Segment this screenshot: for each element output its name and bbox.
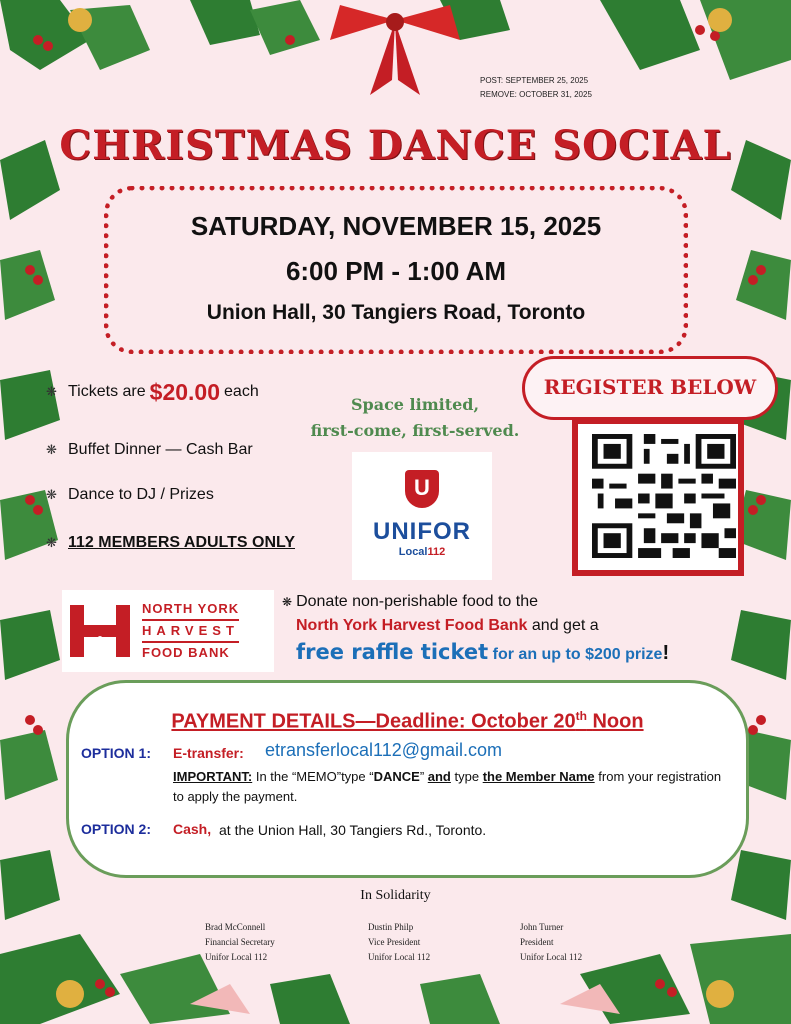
solidarity-text: In Solidarity bbox=[360, 888, 431, 903]
remove-date: REMOVE: OCTOBER 31, 2025 bbox=[480, 90, 592, 99]
signature-block bbox=[205, 920, 275, 965]
space-limited-line2: first-come, first-served. bbox=[310, 421, 520, 440]
flyer-title: CHRISTMAS DANCE SOCIAL bbox=[59, 122, 732, 169]
important-dance: DANCE bbox=[373, 769, 420, 784]
option2-text: at the Union Hall, 30 Tangiers Rd., Toronto. bbox=[219, 822, 487, 838]
donate-line1: Donate non-perishable food to the bbox=[296, 593, 539, 610]
payment-title bbox=[69, 709, 746, 734]
tickets-prefix: Tickets are bbox=[68, 383, 146, 400]
option2-label: OPTION 2: bbox=[81, 821, 152, 837]
snowflake-bullet-icon: ❋ bbox=[46, 384, 57, 399]
event-date: SATURDAY, NOVEMBER 15, 2025 bbox=[190, 211, 602, 241]
snowflake-bullet-icon: ❋ bbox=[46, 535, 57, 550]
unifor-logo bbox=[352, 452, 492, 580]
option2-method: Cash, bbox=[173, 821, 212, 837]
post-date: POST: SEPTEMBER 25, 2025 bbox=[480, 76, 589, 85]
signature-org: Unifor Local 112 bbox=[520, 952, 583, 962]
signature-role: Financial Secretary bbox=[205, 937, 275, 947]
posting-dates bbox=[480, 74, 592, 102]
unifor-local-prefix: Local bbox=[398, 546, 428, 558]
signature-role: President bbox=[520, 937, 554, 947]
payment-title-main: PAYMENT DETAILS—Deadline: October 20 bbox=[171, 710, 576, 733]
important-member: the Member Name bbox=[482, 769, 595, 784]
donate-and-get: and get a bbox=[531, 617, 599, 634]
unifor-shield-icon: U bbox=[405, 470, 439, 508]
signature-org: Unifor Local 112 bbox=[205, 952, 268, 962]
harvest-h-icon bbox=[68, 599, 132, 663]
option1-label: OPTION 1: bbox=[81, 745, 152, 761]
list-item-dance bbox=[46, 483, 346, 507]
payment-title-end: Noon bbox=[592, 710, 644, 733]
snowflake-bullet-icon: ❋ bbox=[282, 595, 293, 609]
important-and: and bbox=[427, 769, 451, 784]
space-limited-line1: Space limited, bbox=[350, 395, 480, 414]
important-note bbox=[173, 767, 733, 807]
list-item-members bbox=[46, 531, 346, 555]
important-c: type bbox=[450, 769, 483, 784]
signature-role: Vice President bbox=[368, 937, 421, 947]
event-venue: Union Hall, 30 Tangiers Road, Toronto bbox=[206, 301, 586, 324]
nyh-line3: FOOD BANK bbox=[142, 645, 230, 660]
raffle-ticket-text: free raffle ticket bbox=[296, 640, 489, 664]
event-details-box bbox=[104, 186, 688, 354]
donation-note bbox=[282, 590, 752, 667]
event-time: 6:00 PM - 1:00 AM bbox=[285, 256, 507, 286]
ticket-price: $20.00 bbox=[149, 378, 221, 405]
important-label: IMPORTANT: bbox=[173, 769, 253, 784]
signature-name: John Turner bbox=[520, 922, 564, 932]
exclaim: ! bbox=[662, 642, 670, 664]
tickets-suffix: each bbox=[224, 383, 259, 400]
important-b: ” bbox=[419, 769, 428, 784]
snowflake-bullet-icon: ❋ bbox=[46, 442, 57, 457]
payment-title-sup: th bbox=[575, 709, 587, 723]
holly-left-decoration bbox=[0, 80, 70, 940]
signature-name: Brad McConnell bbox=[205, 922, 266, 932]
holly-top-decoration bbox=[0, 0, 791, 100]
space-limited-note bbox=[300, 392, 530, 444]
unifor-name: UNIFOR bbox=[373, 518, 471, 545]
important-a: In the “MEMO”type “ bbox=[255, 769, 374, 784]
snowflake-bullet-icon: ❋ bbox=[46, 487, 57, 502]
signature-block bbox=[368, 920, 430, 965]
north-york-harvest-logo bbox=[62, 590, 274, 672]
qr-code-icon bbox=[592, 434, 736, 558]
signature-block bbox=[520, 920, 582, 965]
nyh-line1: NORTH YORK bbox=[142, 601, 240, 616]
option1-method: E-transfer: bbox=[173, 745, 244, 761]
important-d: from your registration to apply the payment. bbox=[173, 769, 722, 804]
food-bank-name: North York Harvest Food Bank bbox=[296, 617, 528, 634]
buffet-text: Buffet Dinner — Cash Bar bbox=[68, 441, 253, 458]
registration-qr-code[interactable] bbox=[572, 418, 744, 576]
signature-org: Unifor Local 112 bbox=[368, 952, 431, 962]
signature-name: Dustin Philp bbox=[368, 922, 414, 932]
register-below-button[interactable]: REGISTER BELOW bbox=[522, 356, 778, 420]
prize-text: for an up to $200 prize bbox=[492, 646, 663, 663]
etransfer-email-link[interactable]: etransferlocal112@gmail.com bbox=[265, 740, 503, 760]
nyh-line2: HARVEST bbox=[142, 619, 239, 643]
unifor-local bbox=[352, 546, 492, 558]
unifor-local-number: 112 bbox=[427, 546, 446, 558]
members-text: 112 MEMBERS ADULTS ONLY bbox=[68, 534, 296, 551]
bow-icon bbox=[330, 5, 460, 95]
payment-details-box bbox=[66, 680, 749, 878]
dance-text: Dance to DJ / Prizes bbox=[68, 486, 214, 503]
